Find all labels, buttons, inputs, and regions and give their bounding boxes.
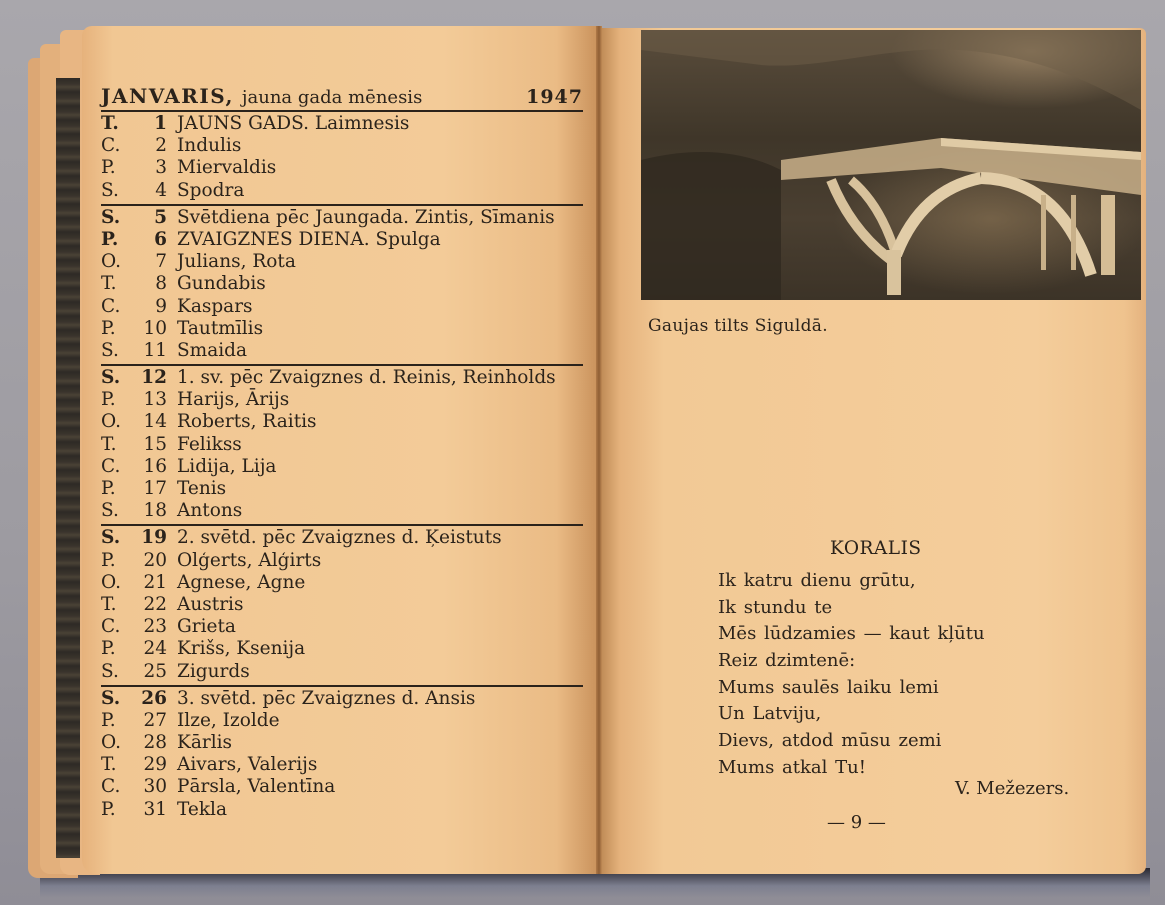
day-names: Smaida <box>177 339 248 361</box>
poem-line: Ik katru dienu grūtu, <box>718 570 916 591</box>
day-names: Tekla <box>177 798 228 820</box>
day-number: 18 <box>143 500 167 522</box>
calendar-day-row <box>101 572 583 594</box>
calendar-day-row <box>101 411 583 433</box>
day-names: Zigurds <box>177 660 250 682</box>
bookmark-strip <box>56 78 80 858</box>
calendar-week <box>101 112 583 206</box>
day-number: 6 <box>154 228 167 250</box>
day-number: 29 <box>143 754 167 776</box>
day-number: 4 <box>155 179 167 201</box>
day-names: Miervaldis <box>177 157 277 179</box>
weekday-abbr: C. <box>101 135 121 157</box>
weekday-abbr: S. <box>101 179 119 201</box>
calendar-day-row <box>101 157 583 179</box>
calendar-day-row <box>101 710 583 732</box>
weekday-abbr: S. <box>101 500 119 522</box>
calendar-week <box>101 206 583 366</box>
weekday-abbr: P. <box>101 638 116 660</box>
weekday-abbr: C. <box>101 616 121 638</box>
calendar-day-row <box>101 389 583 411</box>
calendar-day-row <box>101 550 583 572</box>
weekday-abbr: T. <box>101 433 117 455</box>
day-number: 31 <box>143 798 167 820</box>
day-names: Kārlis <box>177 732 233 754</box>
day-number: 9 <box>155 295 167 317</box>
poem-line: Reiz dzimtenē: <box>718 650 856 672</box>
calendar-day-row <box>101 478 583 500</box>
day-names: 1. sv. pēc Zvaigznes d. Reinis, Reinholds <box>177 367 556 389</box>
day-names: Krišs, Ksenija <box>177 638 306 660</box>
weekday-abbr: C. <box>101 455 121 477</box>
poem-line: Un Latviju, <box>718 703 822 725</box>
calendar-day-row <box>101 594 583 616</box>
calendar-week <box>101 366 583 526</box>
calendar-day-row <box>101 340 583 362</box>
calendar-day-row <box>101 434 583 456</box>
day-names: Svētdiena pēc Jaungada. Zintis, Sīmanis <box>177 206 555 228</box>
day-names: Antons <box>177 500 243 522</box>
day-number: 14 <box>143 411 167 433</box>
poem-line: Ik stundu te <box>718 596 833 618</box>
day-names: Aivars, Valerijs <box>177 754 318 776</box>
day-names: Grieta <box>177 616 236 638</box>
calendar-day-row <box>101 456 583 478</box>
weekday-abbr: T. <box>101 273 117 295</box>
year: 1947 <box>526 86 583 108</box>
calendar-day-row <box>101 135 583 157</box>
calendar-day-row <box>101 367 583 389</box>
calendar-day-row <box>101 113 583 135</box>
day-number: 12 <box>141 367 167 389</box>
calendar-day-row <box>101 180 583 202</box>
calendar-day-row <box>101 688 583 710</box>
weekday-abbr: S. <box>101 527 121 549</box>
day-names: ZVAIGZNES DIENA. Spulga <box>177 228 441 250</box>
calendar-day-row <box>101 273 583 295</box>
weekday-abbr: P. <box>101 798 116 820</box>
day-number: 19 <box>141 527 167 549</box>
calendar-day-row <box>101 500 583 522</box>
poem-line: Mēs lūdzamies — kaut kļūtu <box>718 623 985 645</box>
weekday-abbr: O. <box>101 411 121 433</box>
day-names: Agnese, Agne <box>177 571 306 593</box>
day-names: Felikss <box>177 433 242 455</box>
day-number: 2 <box>155 135 167 157</box>
calendar-day-row <box>101 754 583 776</box>
calendar-day-row <box>101 776 583 798</box>
day-names: JAUNS GADS. Laimnesis <box>177 113 410 134</box>
day-number: 27 <box>143 709 167 731</box>
calendar-day-row <box>101 661 583 683</box>
weekday-abbr: O. <box>101 251 121 273</box>
day-number: 1 <box>154 113 167 134</box>
day-names: Tenis <box>177 478 227 499</box>
day-number: 7 <box>155 251 167 273</box>
calendar-day-row <box>101 229 583 251</box>
day-names: Spodra <box>177 179 245 201</box>
weekday-abbr: S. <box>101 339 119 361</box>
weekday-abbr: P. <box>101 317 116 339</box>
poem-line: Mums atkal Tu! <box>718 756 866 778</box>
calendar-day-row <box>101 732 583 754</box>
day-names: Ilze, Izolde <box>177 709 280 731</box>
poem-line: Mums saulēs laiku lemi <box>718 676 939 698</box>
page-number: — 9 — <box>827 812 886 833</box>
weekday-abbr: S. <box>101 687 121 709</box>
day-number: 28 <box>143 732 167 754</box>
day-number: 11 <box>143 339 167 361</box>
day-number: 20 <box>143 549 167 571</box>
day-number: 26 <box>141 687 167 709</box>
day-names: Kaspars <box>177 295 253 317</box>
weekday-abbr: S. <box>101 206 121 228</box>
calendar-day-row <box>101 638 583 660</box>
day-names: Lidija, Lija <box>177 455 277 477</box>
calendar-day-row <box>101 527 583 549</box>
day-number: 15 <box>143 433 167 455</box>
calendar-week <box>101 526 583 686</box>
weekday-abbr: S. <box>101 367 121 389</box>
weekday-abbr: C. <box>101 295 121 317</box>
photo-caption: Gaujas tilts Siguldā. <box>648 316 828 336</box>
day-names: 2. svētd. pēc Zvaigznes d. Ķeistuts <box>177 527 502 549</box>
weekday-abbr: O. <box>101 732 121 754</box>
day-names: 3. svētd. pēc Zvaigznes d. Ansis <box>177 687 476 709</box>
calendar-weeks <box>101 112 583 823</box>
day-names: Julians, Rota <box>177 251 296 273</box>
calendar-day-row <box>101 318 583 340</box>
day-names: Olģerts, Alģirts <box>177 549 322 571</box>
day-number: 21 <box>143 571 167 593</box>
day-number: 5 <box>154 206 167 228</box>
day-names: Indulis <box>177 135 242 157</box>
day-number: 8 <box>155 273 167 295</box>
weekday-abbr: P. <box>101 157 116 179</box>
weekday-abbr: S. <box>101 660 119 682</box>
weekday-abbr: P. <box>101 549 116 571</box>
day-names: Gundabis <box>177 273 266 295</box>
calendar-day-row <box>101 616 583 638</box>
day-number: 25 <box>143 660 167 682</box>
poem-author: V. Mežezers. <box>955 778 1070 799</box>
day-names: Pārsla, Valentīna <box>177 776 336 798</box>
day-number: 30 <box>143 776 167 798</box>
month-name: JANVARIS, <box>101 84 234 108</box>
day-names: Tautmīlis <box>177 317 264 339</box>
book-gutter <box>596 26 602 874</box>
poem-lines <box>718 568 985 782</box>
day-names: Austris <box>177 593 244 615</box>
weekday-abbr: P. <box>101 389 116 411</box>
day-number: 3 <box>155 157 167 179</box>
weekday-abbr: T. <box>101 754 117 776</box>
bridge-photo <box>641 30 1141 300</box>
calendar-week <box>101 687 583 823</box>
calendar-day-row <box>101 799 583 821</box>
weekday-abbr: P. <box>101 228 119 250</box>
day-number: 16 <box>143 455 167 477</box>
day-names: Roberts, Raitis <box>177 411 317 433</box>
day-number: 10 <box>143 317 167 339</box>
weekday-abbr: T. <box>101 113 119 134</box>
day-names: Harijs, Ārijs <box>177 389 290 411</box>
day-number: 13 <box>143 389 167 411</box>
weekday-abbr: C. <box>101 776 121 798</box>
calendar-day-row <box>101 251 583 273</box>
weekday-abbr: O. <box>101 571 121 593</box>
poem-title: KORALIS <box>830 538 922 559</box>
weekday-abbr: P. <box>101 709 116 731</box>
day-number: 17 <box>143 478 167 499</box>
weekday-abbr: P. <box>101 478 116 499</box>
bridge-illustration <box>641 30 1141 300</box>
day-number: 22 <box>143 593 167 615</box>
day-number: 23 <box>143 616 167 638</box>
poem-line: Dievs, atdod mūsu zemi <box>718 730 942 752</box>
calendar <box>101 84 583 823</box>
day-number: 24 <box>143 638 167 660</box>
calendar-header <box>101 84 583 112</box>
month-subtitle: jauna gada mēnesis <box>241 87 423 108</box>
calendar-day-row <box>101 296 583 318</box>
weekday-abbr: T. <box>101 593 117 615</box>
calendar-day-row <box>101 207 583 229</box>
